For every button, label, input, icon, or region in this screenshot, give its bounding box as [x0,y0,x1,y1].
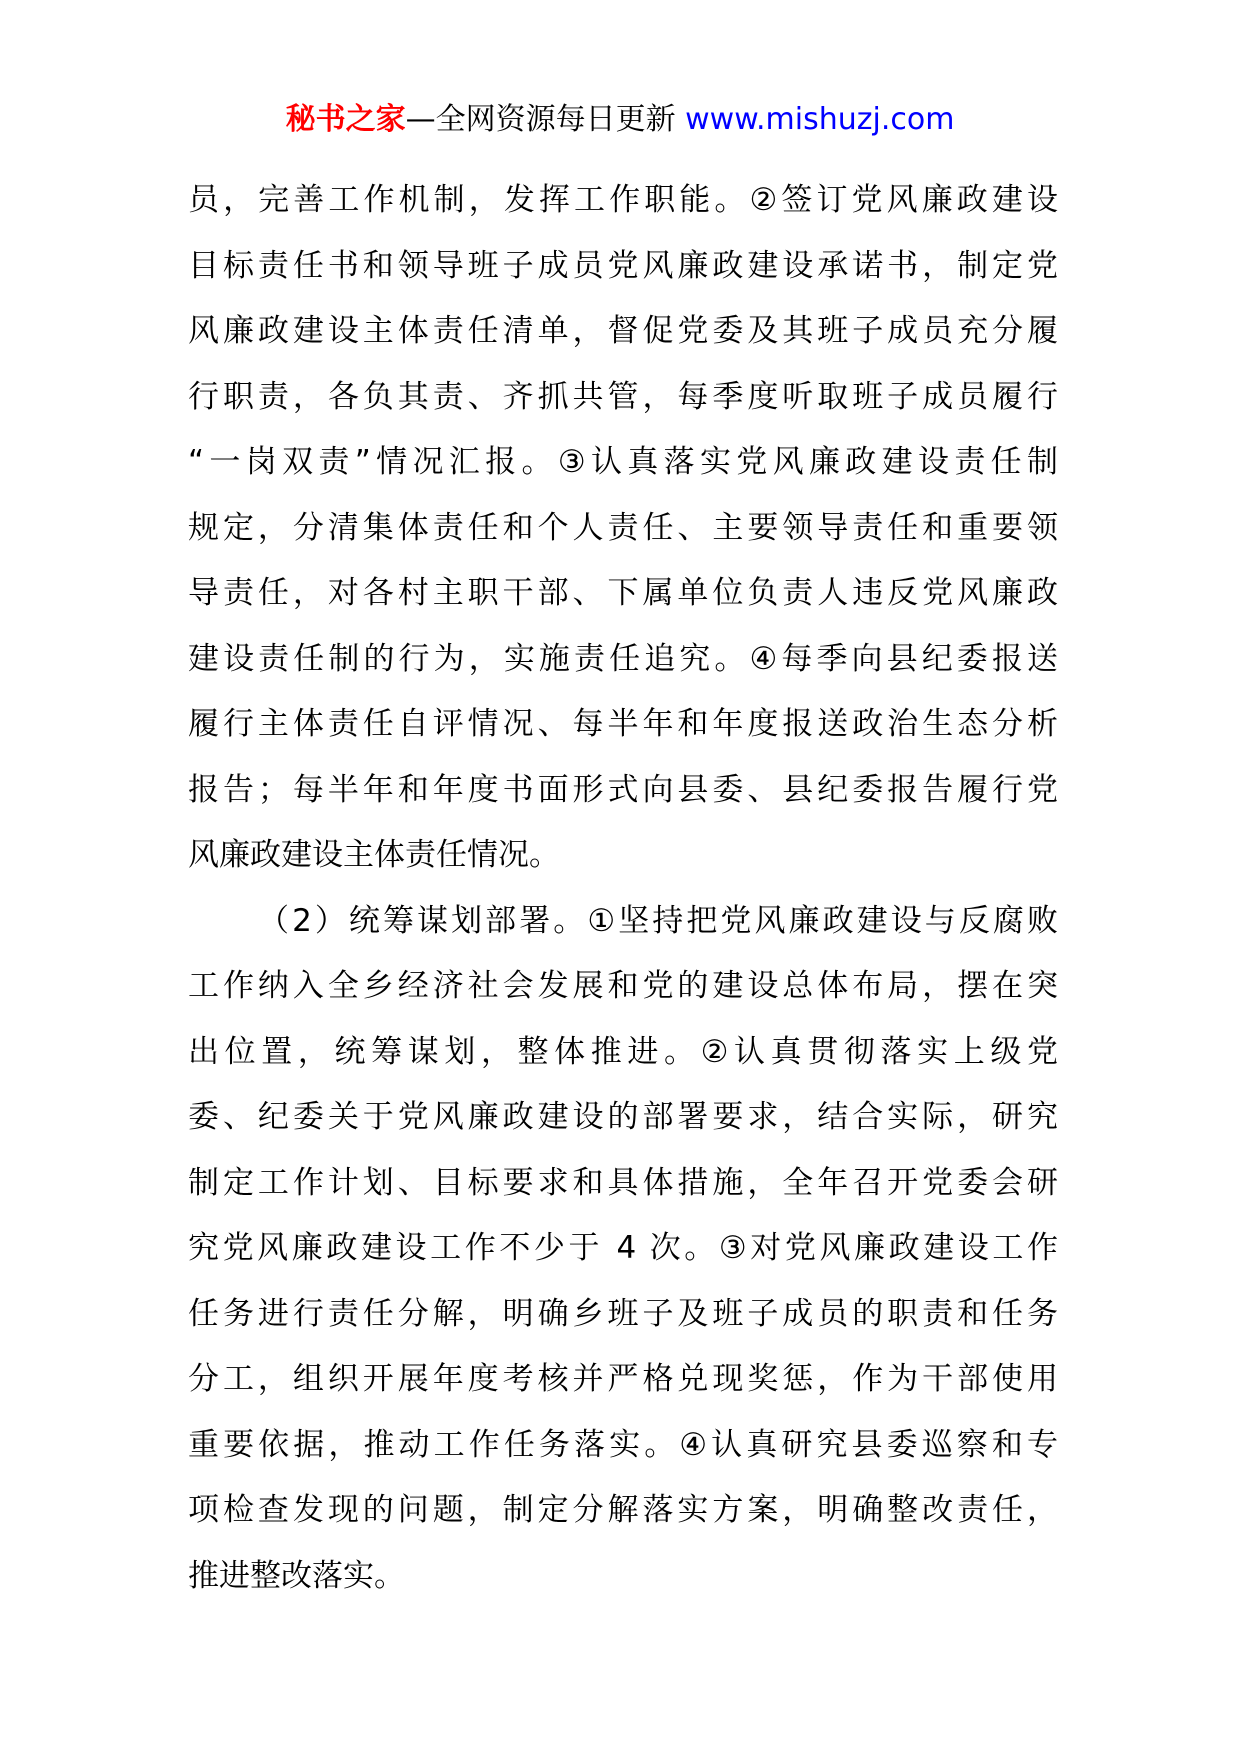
text-line: 制定工作计划、目标要求和具体措施，全年召开党委会研 [188,1164,1058,1201]
text-line: 任务进行责任分解，明确乡班子及班子成员的职责和任务 [188,1295,1058,1332]
text-line: 目标责任书和领导班子成员党风廉政建设承诺书，制定党 [188,247,1058,284]
document-body [188,168,1058,1609]
text-line: 分工，组织开展年度考核并严格兑现奖惩，作为干部使用 [188,1361,1058,1397]
site-brand: 秘书之家 [285,102,406,137]
text-line: “一岗双责”情况汇报。③认真落实党风廉政建设责任制 [188,444,1058,480]
text-line: 规定，分清集体责任和个人责任、主要领导责任和重要领 [188,509,1058,546]
text-line: 报告；每半年和年度书面形式向县委、县纪委报告履行党 [188,771,1058,808]
text-line: 行职责，各负其责、齐抓共管，每季度听取班子成员履行 [188,378,1058,415]
site-slogan: —全网资源每日更新 [405,102,686,137]
text-line: 建设责任制的行为，实施责任追究。④每季向县纪委报送 [188,640,1058,677]
text-line: 究党风廉政建设工作不少于 4 次。③对党风廉政建设工作 [188,1230,1058,1266]
text-line: 履行主体责任自评情况、每半年和年度报送政治生态分析 [188,706,1058,742]
text-line: 重要依据，推动工作任务落实。④认真研究县委巡察和专 [188,1426,1058,1463]
text-line: 风廉政建设主体责任清单，督促党委及其班子成员充分履 [188,313,1058,349]
paragraph-end-line: 推进整改落实。 [188,1557,405,1594]
text-line: 委、纪委关于党风廉政建设的部署要求，结合实际，研究 [188,1099,1058,1135]
text-line: 出位置，统筹谋划，整体推进。②认真贯彻落实上级党 [188,1033,1058,1070]
text-line: 项检查发现的问题，制定分解落实方案，明确整改责任， [188,1492,1058,1528]
text-line: 工作纳入全乡经济社会发展和党的建设总体布局，摆在突 [188,968,1058,1004]
paragraph-end-line: 风廉政建设主体责任情况。 [188,837,560,873]
watermark-header [0,100,1240,140]
text-line: 员，完善工作机制，发挥工作职能。②签订党风廉政建设 [188,182,1058,218]
paragraph-start-line: （2）统筹谋划部署。①坚持把党风廉政建设与反腐败 [258,902,1058,939]
site-url-link[interactable]: www.mishuzj.com [685,102,955,137]
text-line: 导责任，对各村主职干部、下属单位负责人违反党风廉政 [188,575,1058,611]
